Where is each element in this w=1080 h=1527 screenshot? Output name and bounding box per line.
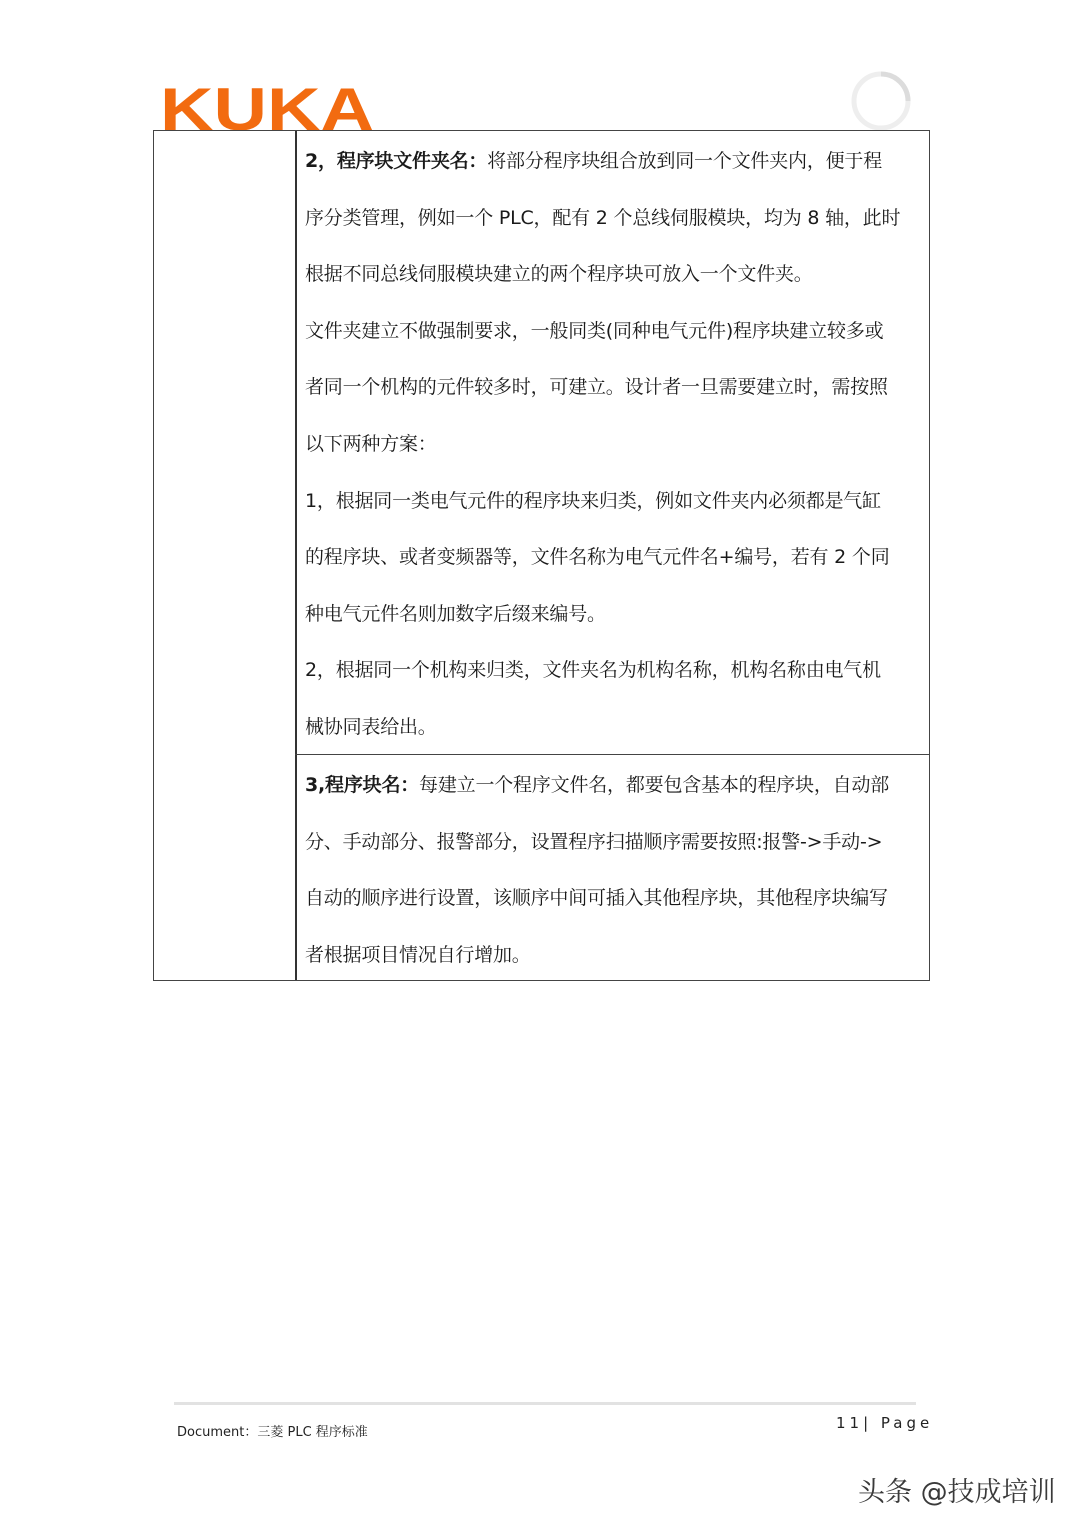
text-line: 2，程序块文件夹名：将部分程序块组合放到同一个文件夹内，便于程 [305, 150, 883, 172]
text-line: 3,程序块名：每建立一个程序文件名，都要包含基本的程序块，自动部 [305, 774, 890, 796]
footer-document-label: Document：三菱 PLC 程序标准 [177, 1425, 368, 1440]
kuka-logo [160, 82, 376, 134]
text-line: 2，根据同一个机构来归类，文件夹名为机构名称，机构名称由电气机 [305, 659, 881, 682]
text-line: 分、手动部分、报警部分，设置程序扫描顺序需要按照:报警->手动-> [305, 830, 883, 853]
text-line: 1，根据同一类电气元件的程序块来归类，例如文件夹内必须都是气缸 [305, 489, 881, 512]
column-divider [295, 131, 297, 980]
watermark-text: 头条 @技成培训 [858, 1477, 1056, 1508]
loading-spinner-icon [850, 70, 912, 132]
text-line: 的程序块、或者变频器等，文件名称为电气元件名+编号，若有 2 个同 [305, 546, 890, 569]
text-line: 根据不同总线伺服模块建立的两个程序块可放入一个文件夹。 [305, 263, 813, 286]
text-line: 以下两种方案： [305, 432, 437, 455]
text-line: 种电气元件名则加数字后缀来编号。 [305, 602, 606, 625]
footer-page-number: 11| Page [836, 1414, 934, 1432]
text-line: 序分类管理，例如一个 PLC，配有 2 个总线伺服模块，均为 8 轴，此时 [305, 206, 901, 229]
svg-text:KUKA: KUKA [160, 82, 374, 134]
text-line: 文件夹建立不做强制要求，一般同类(同种电气元件)程序块建立较多或 [305, 319, 884, 342]
footer-divider [174, 1402, 916, 1405]
content-table [153, 130, 930, 981]
text-line: 械协同表给出。 [305, 715, 437, 738]
kuka-logo-icon [160, 82, 376, 134]
table-cell-folder-name [305, 133, 921, 756]
table-cell-block-name [305, 757, 921, 983]
text-line: 者同一个机构的元件较多时，可建立。设计者一旦需要建立时，需按照 [305, 376, 888, 399]
text-line: 自动的顺序进行设置，该顺序中间可插入其他程序块，其他程序块编写 [305, 887, 888, 910]
text-line: 者根据项目情况自行增加。 [305, 943, 531, 966]
